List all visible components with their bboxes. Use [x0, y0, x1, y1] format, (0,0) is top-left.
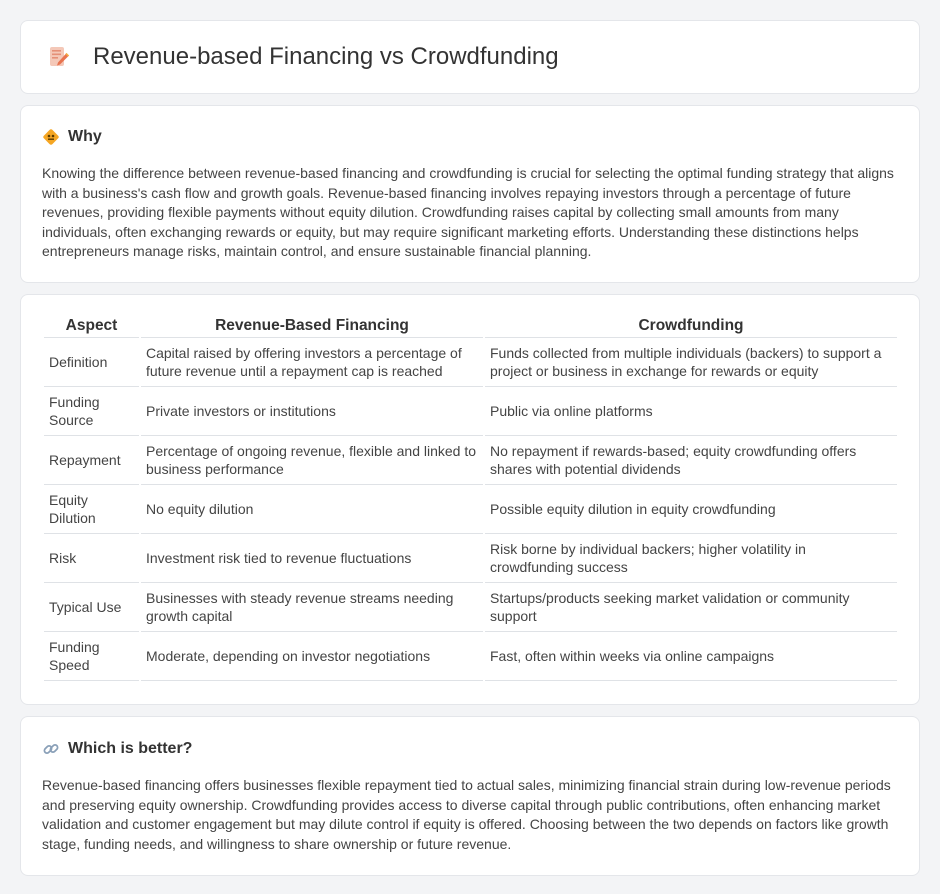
- better-text: Revenue-based financing offers businesses flexible repayment tied to actual sales, minimizing financial strain during low-revenue periods and preserving equity ownership. Crowdfunding provides access to diverse capital through public contributions, often enhancing market validation and customer engagement but may dilute control if equity is offered. Choosing between the two depends on factors like growth stage, funding needs, and willingness to share ownership or future revenue.: [42, 777, 891, 852]
- aspect-cell: Equity Dilution: [44, 485, 139, 534]
- table-row: [44, 338, 897, 387]
- why-title: Why: [68, 128, 102, 145]
- aspect-cell: Funding Speed: [44, 632, 139, 681]
- crowdfunding-cell: Startups/products seeking market validation or community support: [485, 583, 897, 632]
- header-card: [20, 20, 920, 94]
- crowdfunding-cell: Funds collected from multiple individuals (backers) to support a project or business in exchange for rewards or equity: [485, 338, 897, 387]
- rbf-cell: No equity dilution: [141, 485, 483, 534]
- header-aspect: Aspect: [44, 314, 139, 338]
- link-icon: [42, 740, 60, 758]
- crowdfunding-cell: Possible equity dilution in equity crowdfunding: [485, 485, 897, 534]
- crowdfunding-cell: No repayment if rewards-based; equity crowdfunding offers shares with potential dividends: [485, 436, 897, 485]
- which-is-better-section: [20, 716, 920, 876]
- header-revenue-based-financing: Revenue-Based Financing: [141, 314, 483, 338]
- crowdfunding-cell: Fast, often within weeks via online campaigns: [485, 632, 897, 681]
- why-section: [20, 105, 920, 283]
- aspect-cell: Typical Use: [44, 583, 139, 632]
- better-title: Which is better?: [68, 740, 193, 757]
- document-pencil-icon: [47, 45, 71, 69]
- rbf-cell: Private investors or institutions: [141, 387, 483, 436]
- table-row: [44, 583, 897, 632]
- table-row: [44, 485, 897, 534]
- aspect-cell: Risk: [44, 534, 139, 583]
- table-header-row: [44, 314, 897, 338]
- table-row: [44, 632, 897, 681]
- table-row: [44, 436, 897, 485]
- page-title: Revenue-based Financing vs Crowdfunding: [93, 43, 559, 70]
- rbf-cell: Moderate, depending on investor negotiations: [141, 632, 483, 681]
- table-row: [44, 534, 897, 583]
- header-crowdfunding: Crowdfunding: [485, 314, 897, 338]
- crowdfunding-cell: Risk borne by individual backers; higher volatility in crowdfunding success: [485, 534, 897, 583]
- aspect-cell: Repayment: [44, 436, 139, 485]
- aspect-cell: Funding Source: [44, 387, 139, 436]
- rbf-cell: Investment risk tied to revenue fluctuations: [141, 534, 483, 583]
- rbf-cell: Capital raised by offering investors a percentage of future revenue until a repayment cap is reached: [141, 338, 483, 387]
- aspect-cell: Definition: [44, 338, 139, 387]
- diamond-sign-icon: [42, 128, 60, 146]
- table-row: [44, 387, 897, 436]
- rbf-cell: Businesses with steady revenue streams needing growth capital: [141, 583, 483, 632]
- comparison-table-card: [20, 294, 920, 705]
- why-text: Knowing the difference between revenue-based financing and crowdfunding is crucial for selecting the optimal funding strategy that aligns with a business's cash flow and growth goals. Revenue-based financing involves repaying investors through a percentage of future revenues, providing flexible payments without equity dilution. Crowdfunding raises capital by collecting small amounts from many individuals, often exchanging rewards or equity, but may require significant marketing efforts. Understanding these distinctions helps entrepreneurs manage risks, maintain control, and ensure sustainable financial planning.: [42, 165, 894, 259]
- rbf-cell: Percentage of ongoing revenue, flexible and linked to business performance: [141, 436, 483, 485]
- comparison-table: [42, 314, 899, 681]
- crowdfunding-cell: Public via online platforms: [485, 387, 897, 436]
